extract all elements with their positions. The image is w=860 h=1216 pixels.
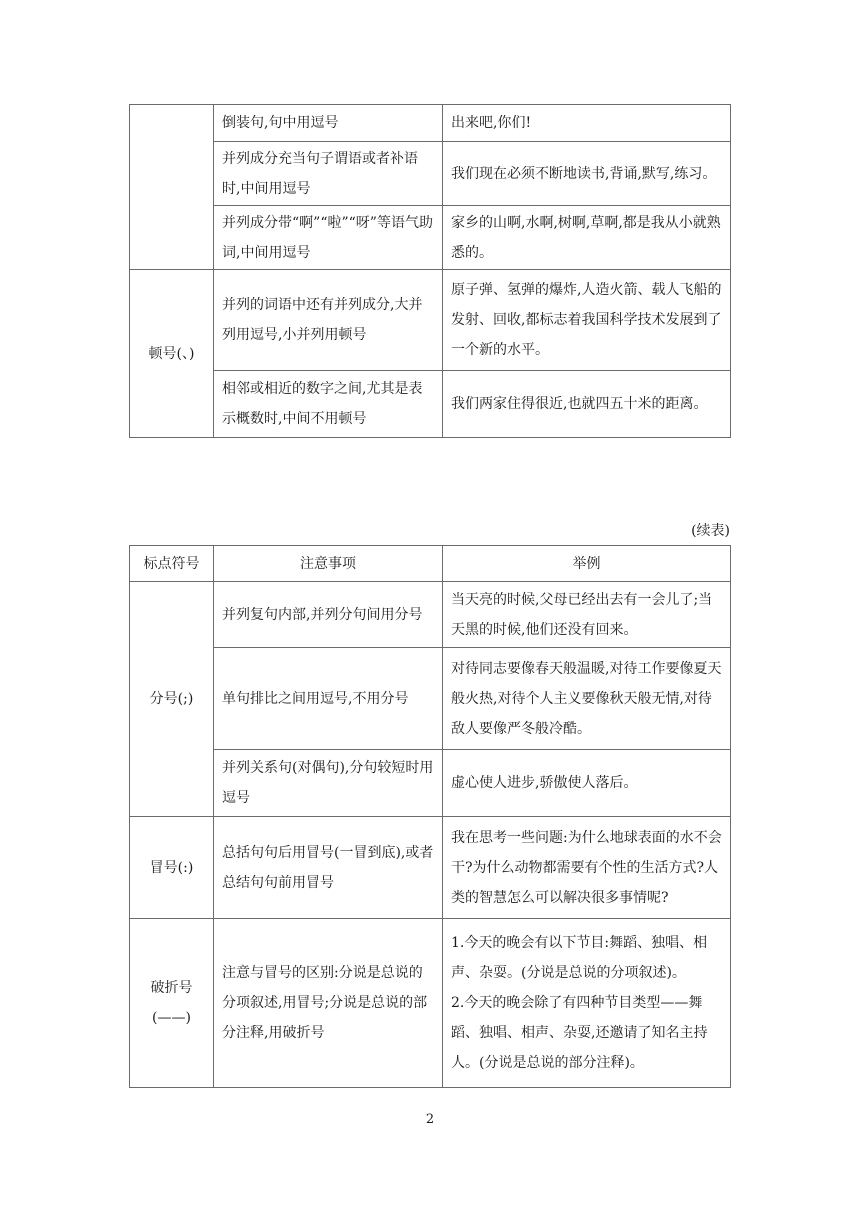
continued-table-label: (续表) — [691, 523, 730, 539]
note-cell: 并列成分充当句子谓语或者补语时,中间用逗号 — [214, 142, 443, 206]
example-cell: 家乡的山啊,水啊,树啊,草啊,都是我从小就熟悉的。 — [443, 206, 731, 270]
example-cell: 我在思考一些问题:为什么地球表面的水不会干?为什么动物都需要有个性的生活方式?人类的智慧怎么可以解决很多事情呢? — [443, 817, 731, 919]
column-header: 注意事项 — [214, 546, 443, 582]
note-cell: 并列关系句(对偶句),分句较短时用逗号 — [214, 750, 443, 817]
note-cell: 注意与冒号的区别:分说是总说的分项叙述,用冒号;分说是总说的部分注释,用破折号 — [214, 919, 443, 1088]
category-cell — [130, 105, 214, 270]
table-row — [130, 648, 731, 750]
example-line: 2.今天的晚会除了有四种节目类型——舞蹈、独唱、相声、杂耍,还邀请了知名主持人。(分说是总说的部分注释)。 — [451, 995, 708, 1071]
note-cell: 总括句句后用冒号(一冒到底),或者总结句句前用冒号 — [214, 817, 443, 919]
category-cell: 破折号(——) — [130, 919, 214, 1088]
table-row — [130, 206, 731, 270]
example-cell: 我们现在必须不断地读书,背诵,默写,练习。 — [443, 142, 731, 206]
table-row — [130, 371, 731, 438]
note-cell: 单句排比之间用逗号,不用分号 — [214, 648, 443, 750]
note-cell: 倒装句,句中用逗号 — [214, 105, 443, 142]
category-cell: 分号(;) — [130, 582, 214, 817]
table-row — [130, 582, 731, 648]
example-line: 1.今天的晚会有以下节目:舞蹈、独唱、相声、杂耍。(分说是总说的分项叙述)。 — [451, 935, 708, 981]
example-cell: 我们两家住得很近,也就四五十米的距离。 — [443, 371, 731, 438]
example-cell: 出来吧,你们! — [443, 105, 731, 142]
column-header: 标点符号 — [130, 546, 214, 582]
punctuation-table-part2 — [129, 545, 731, 1088]
table-header-row — [130, 546, 731, 582]
table-row — [130, 105, 731, 142]
punctuation-table-part1 — [129, 104, 731, 438]
column-header: 举例 — [443, 546, 731, 582]
example-cell — [443, 919, 731, 1088]
page-number: 2 — [425, 1112, 435, 1127]
table-row — [130, 142, 731, 206]
example-cell: 虚心使人进步,骄傲使人落后。 — [443, 750, 731, 817]
example-cell: 当天亮的时候,父母已经出去有一会儿了;当天黑的时候,他们还没有回来。 — [443, 582, 731, 648]
category-cell: 冒号(:) — [130, 817, 214, 919]
example-cell: 对待同志要像春天般温暖,对待工作要像夏天般火热,对待个人主义要像秋天般无情,对待敌人要像严冬般冷酷。 — [443, 648, 731, 750]
table-row — [130, 270, 731, 371]
table-row — [130, 750, 731, 817]
category-cell: 顿号(、) — [130, 270, 214, 438]
example-cell: 原子弹、氢弹的爆炸,人造火箭、载人飞船的发射、回收,都标志着我国科学技术发展到了一个新的水平。 — [443, 270, 731, 371]
note-cell: 并列成分带“啊”“啦”“呀”等语气助词,中间用逗号 — [214, 206, 443, 270]
note-cell: 相邻或相近的数字之间,尤其是表示概数时,中间不用顿号 — [214, 371, 443, 438]
table-row — [130, 919, 731, 1088]
table-row — [130, 817, 731, 919]
note-cell: 并列的词语中还有并列成分,大并列用逗号,小并列用顿号 — [214, 270, 443, 371]
note-cell: 并列复句内部,并列分句间用分号 — [214, 582, 443, 648]
